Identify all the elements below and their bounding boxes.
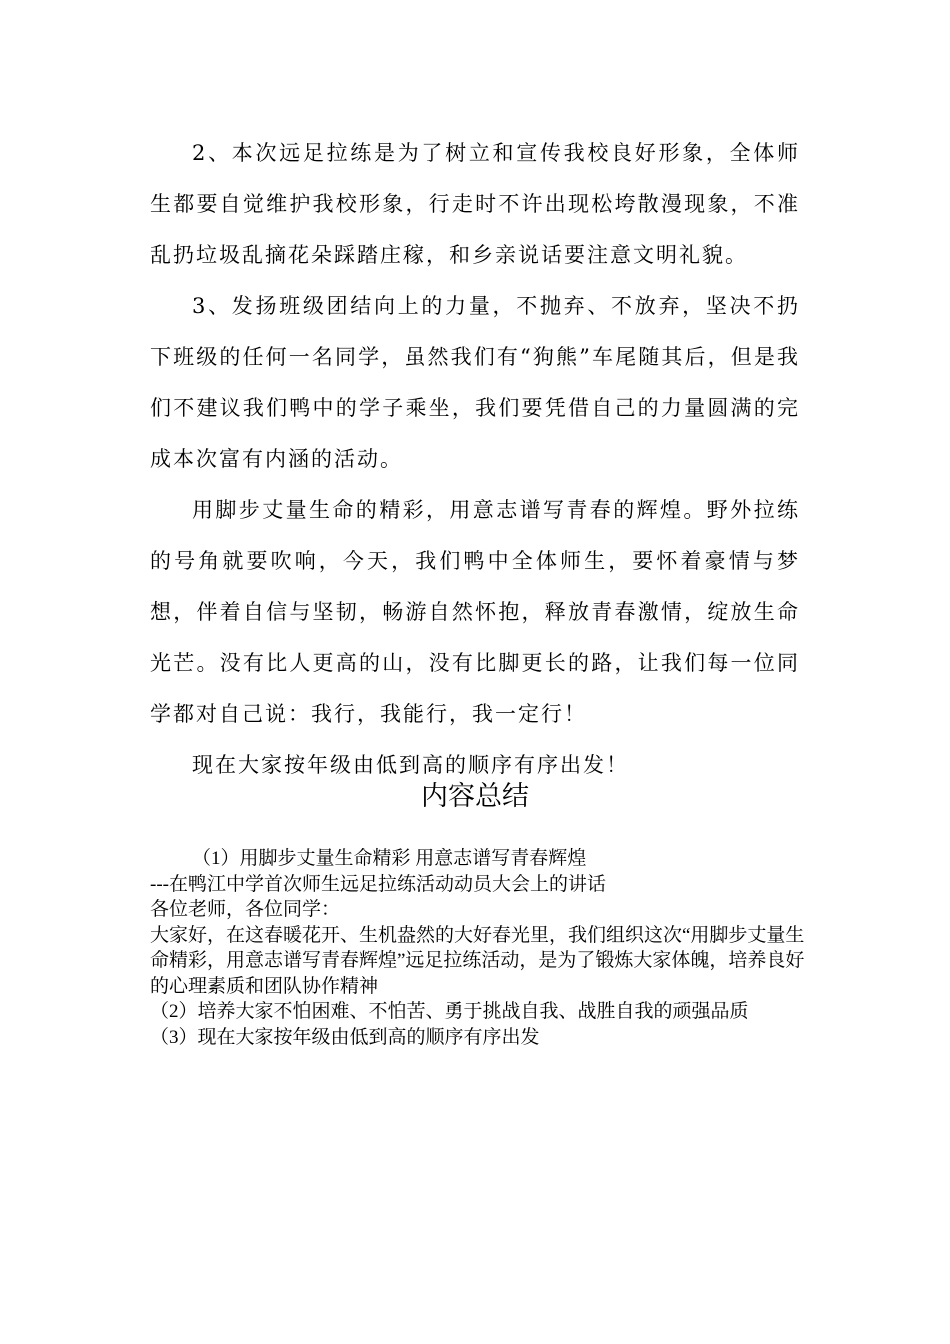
- paragraph-3: 3、发扬班级团结向上的力量，不抛弃、不放弃，坚决不扔下班级的任何一名同学，虽然我们有“狗熊”车尾随其后，但是我们不建议我们鸭中的学子乘坐，我们要凭借自己的力量圆满的完成本次富有内涵的活动。: [150, 294, 800, 471]
- summary-section: [150, 846, 810, 1050]
- body-text: [150, 128, 800, 791]
- summary-line-3: 各位老师，各位同学：: [150, 899, 341, 920]
- summary-line-1: （1）用脚步丈量生命精彩 用意志谱写青春辉煌: [192, 848, 587, 869]
- summary-line-4: 大家好，在这春暖花开、生机盎然的大好春光里，我们组织这次“用脚步丈量生命精彩，用意志谱写青春辉煌”远足拉练活动，是为了锻炼大家体魄，培养良好的心理素质和团队协作精神: [150, 924, 805, 997]
- summary-line-2: ---在鸭江中学首次师生远足拉练活动动员大会上的讲话: [150, 873, 606, 895]
- summary-line-5: （2）培养大家不怕困难、不怕苦、勇于挑战自我、战胜自我的顽强品质: [150, 1001, 749, 1022]
- paragraph-departure: 现在大家按年级由低到高的顺序有序出发！: [192, 753, 629, 777]
- summary-title: 内容总结: [421, 781, 529, 812]
- summary-line-6: （3）现在大家按年级由低到高的顺序有序出发: [150, 1026, 540, 1048]
- paragraph-closing: 用脚步丈量生命的精彩，用意志谱写青春的辉煌。野外拉练的号角就要吹响，今天，我们鸭中全体师生，要怀着豪情与梦想，伴着自信与坚韧，畅游自然怀抱，释放青春激情，绽放生命光芒。没有比人更高的山，没有比脚更长的路，让我们每一位同学都对自己说：我行，我能行，我一定行！: [150, 498, 800, 726]
- paragraph-2: 2、本次远足拉练是为了树立和宣传我校良好形象，全体师生都要自觉维护我校形象，行走时不许出现松垮散漫现象，不准乱扔垃圾乱摘花朵踩踏庄稼，和乡亲说话要注意文明礼貌。: [150, 141, 800, 267]
